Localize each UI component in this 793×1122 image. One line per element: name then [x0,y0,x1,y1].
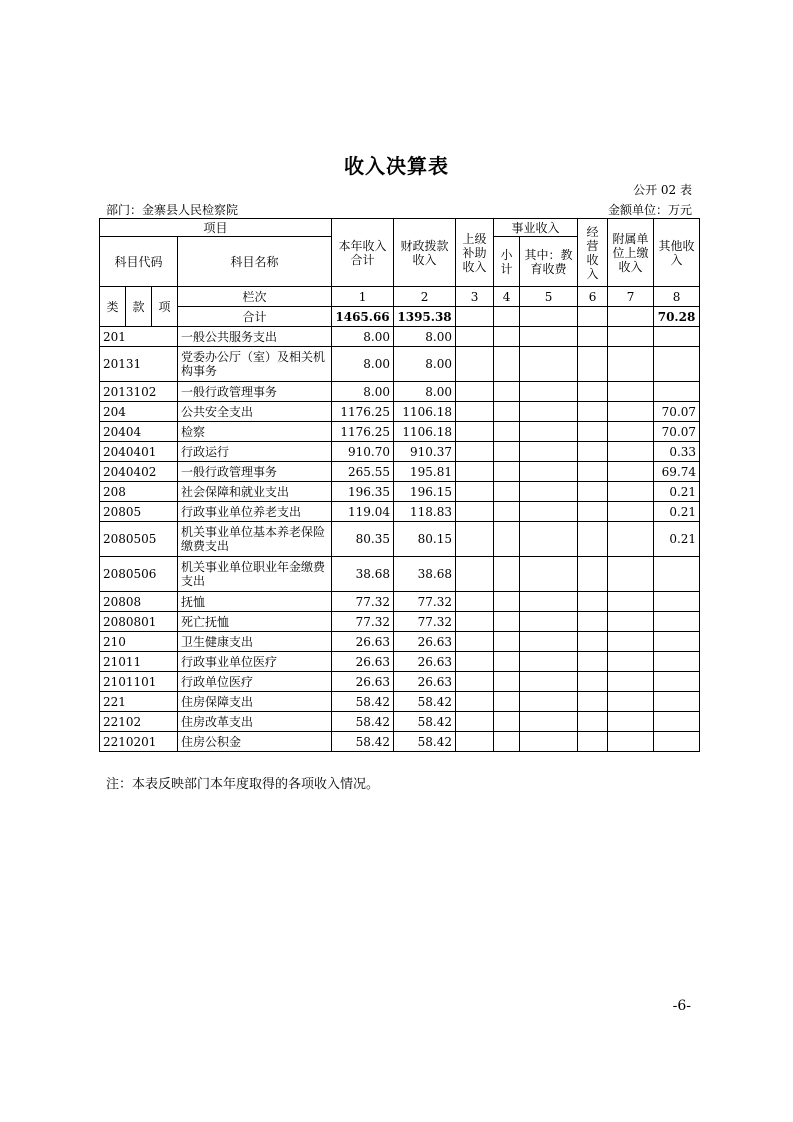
row-code: 22102 [100,712,178,732]
col-num: 1 [332,287,394,307]
row-code: 20131 [100,347,178,382]
department-label: 部门：金寨县人民检察院 [106,203,239,217]
row-name: 党委办公厅（室）及相关机构事务 [178,347,332,382]
row-code: 2080505 [100,522,178,557]
row-code: 201 [100,327,178,347]
row-code: 204 [100,402,178,422]
row-name: 一般行政管理事务 [178,382,332,402]
total-label: 合计 [178,307,332,327]
row-name: 卫生健康支出 [178,632,332,652]
table-row [100,652,700,672]
header-affiliated: 附属单位上缴收入 [608,219,654,287]
row-income: 58.42 [332,732,394,752]
table-row [100,672,700,692]
row-code: 2080506 [100,557,178,592]
row-fiscal: 26.63 [394,632,456,652]
header-kuan: 款 [126,287,152,327]
row-other: 0.21 [654,522,700,557]
page-number: -6- [672,998,691,1014]
row-code: 2210201 [100,732,178,752]
table-row [100,557,700,592]
row-other [654,592,700,612]
row-code: 2040402 [100,462,178,482]
row-other: 69.74 [654,462,700,482]
row-income: 77.32 [332,592,394,612]
row-other [654,632,700,652]
table-row [100,632,700,652]
header-lei: 类 [100,287,126,327]
header-lanci: 栏次 [178,287,332,307]
table-row [100,382,700,402]
row-code: 20808 [100,592,178,612]
header-total-income: 本年收入合计 [332,219,394,287]
row-other: 0.21 [654,482,700,502]
row-income: 26.63 [332,632,394,652]
row-fiscal: 195.81 [394,462,456,482]
row-fiscal: 8.00 [394,327,456,347]
table-row [100,712,700,732]
row-other [654,327,700,347]
row-other: 0.21 [654,502,700,522]
row-name: 机关事业单位基本养老保险缴费支出 [178,522,332,557]
row-fiscal: 58.42 [394,692,456,712]
row-name: 行政单位医疗 [178,672,332,692]
row-fiscal: 1106.18 [394,402,456,422]
total-income: 1465.66 [332,307,394,327]
row-name: 抚恤 [178,592,332,612]
table-row [100,402,700,422]
row-fiscal: 910.37 [394,442,456,462]
row-name: 死亡抚恤 [178,612,332,632]
row-other [654,347,700,382]
row-code: 20805 [100,502,178,522]
row-income: 77.32 [332,612,394,632]
header-other: 其他收入 [654,219,700,287]
page-title: 收入决算表 [344,154,449,178]
row-other [654,672,700,692]
col-num: 5 [520,287,578,307]
row-fiscal: 58.42 [394,712,456,732]
row-fiscal: 77.32 [394,592,456,612]
row-other [654,692,700,712]
row-name: 检察 [178,422,332,442]
row-fiscal: 8.00 [394,347,456,382]
row-income: 196.35 [332,482,394,502]
row-name: 住房保障支出 [178,692,332,712]
table-row [100,482,700,502]
col-num: 7 [608,287,654,307]
row-income: 80.35 [332,522,394,557]
table-row [100,732,700,752]
row-income: 8.00 [332,347,394,382]
row-fiscal: 1106.18 [394,422,456,442]
table-row [100,347,700,382]
table-row [100,442,700,462]
row-fiscal: 58.42 [394,732,456,752]
col-num: 4 [494,287,520,307]
row-code: 21011 [100,652,178,672]
row-name: 一般行政管理事务 [178,462,332,482]
row-fiscal: 38.68 [394,557,456,592]
row-fiscal: 80.15 [394,522,456,557]
header-project: 项目 [100,219,332,237]
row-code: 2080801 [100,612,178,632]
row-income: 1176.25 [332,422,394,442]
row-name: 一般公共服务支出 [178,327,332,347]
row-name: 机关事业单位职业年金缴费支出 [178,557,332,592]
header-xiang: 项 [152,287,178,327]
row-other [654,652,700,672]
table-row [100,327,700,347]
footnote: 注：本表反映部门本年度取得的各项收入情况。 [106,777,380,792]
row-other: 70.07 [654,402,700,422]
row-code: 221 [100,692,178,712]
row-income: 58.42 [332,712,394,732]
row-fiscal: 8.00 [394,382,456,402]
row-code: 210 [100,632,178,652]
table-row [100,592,700,612]
row-income: 1176.25 [332,402,394,422]
row-income: 26.63 [332,652,394,672]
header-fiscal: 财政拨款收入 [394,219,456,287]
header-edu-fee: 其中：教育收费 [520,237,578,287]
row-income: 58.42 [332,692,394,712]
row-income: 265.55 [332,462,394,482]
row-fiscal: 118.83 [394,502,456,522]
row-other [654,612,700,632]
table-row [100,462,700,482]
col-num: 6 [578,287,608,307]
row-other [654,382,700,402]
row-income: 8.00 [332,327,394,347]
income-table [99,218,700,752]
table-row [100,612,700,632]
row-code: 2101101 [100,672,178,692]
row-code: 2013102 [100,382,178,402]
row-other [654,732,700,752]
row-name: 行政运行 [178,442,332,462]
table-row [100,692,700,712]
header-name: 科目名称 [178,237,332,287]
table-row [100,502,700,522]
row-other: 0.33 [654,442,700,462]
row-fiscal: 26.63 [394,652,456,672]
header-business: 经营收入 [578,219,608,287]
row-name: 社会保障和就业支出 [178,482,332,502]
col-num: 2 [394,287,456,307]
row-code: 208 [100,482,178,502]
table-row [100,522,700,557]
col-num: 3 [456,287,494,307]
row-name: 住房改革支出 [178,712,332,732]
header-code: 科目代码 [100,237,178,287]
table-row [100,422,700,442]
row-code: 2040401 [100,442,178,462]
row-name: 住房公积金 [178,732,332,752]
col-num: 8 [654,287,700,307]
row-fiscal: 196.15 [394,482,456,502]
form-number: 公开 02 表 [633,183,692,197]
row-income: 38.68 [332,557,394,592]
row-name: 行政事业单位养老支出 [178,502,332,522]
unit-label: 金额单位：万元 [607,203,692,217]
row-income: 8.00 [332,382,394,402]
row-fiscal: 26.63 [394,672,456,692]
header-subtotal: 小计 [494,237,520,287]
row-name: 公共安全支出 [178,402,332,422]
total-other: 70.28 [654,307,700,327]
row-other [654,712,700,732]
total-fiscal: 1395.38 [394,307,456,327]
row-income: 119.04 [332,502,394,522]
row-name: 行政事业单位医疗 [178,652,332,672]
table-body [100,327,700,752]
row-income: 910.70 [332,442,394,462]
row-other: 70.07 [654,422,700,442]
row-other [654,557,700,592]
row-code: 20404 [100,422,178,442]
row-income: 26.63 [332,672,394,692]
header-shiye: 事业收入 [494,219,578,237]
header-upper-subsidy: 上级补助收入 [456,219,494,287]
row-fiscal: 77.32 [394,612,456,632]
